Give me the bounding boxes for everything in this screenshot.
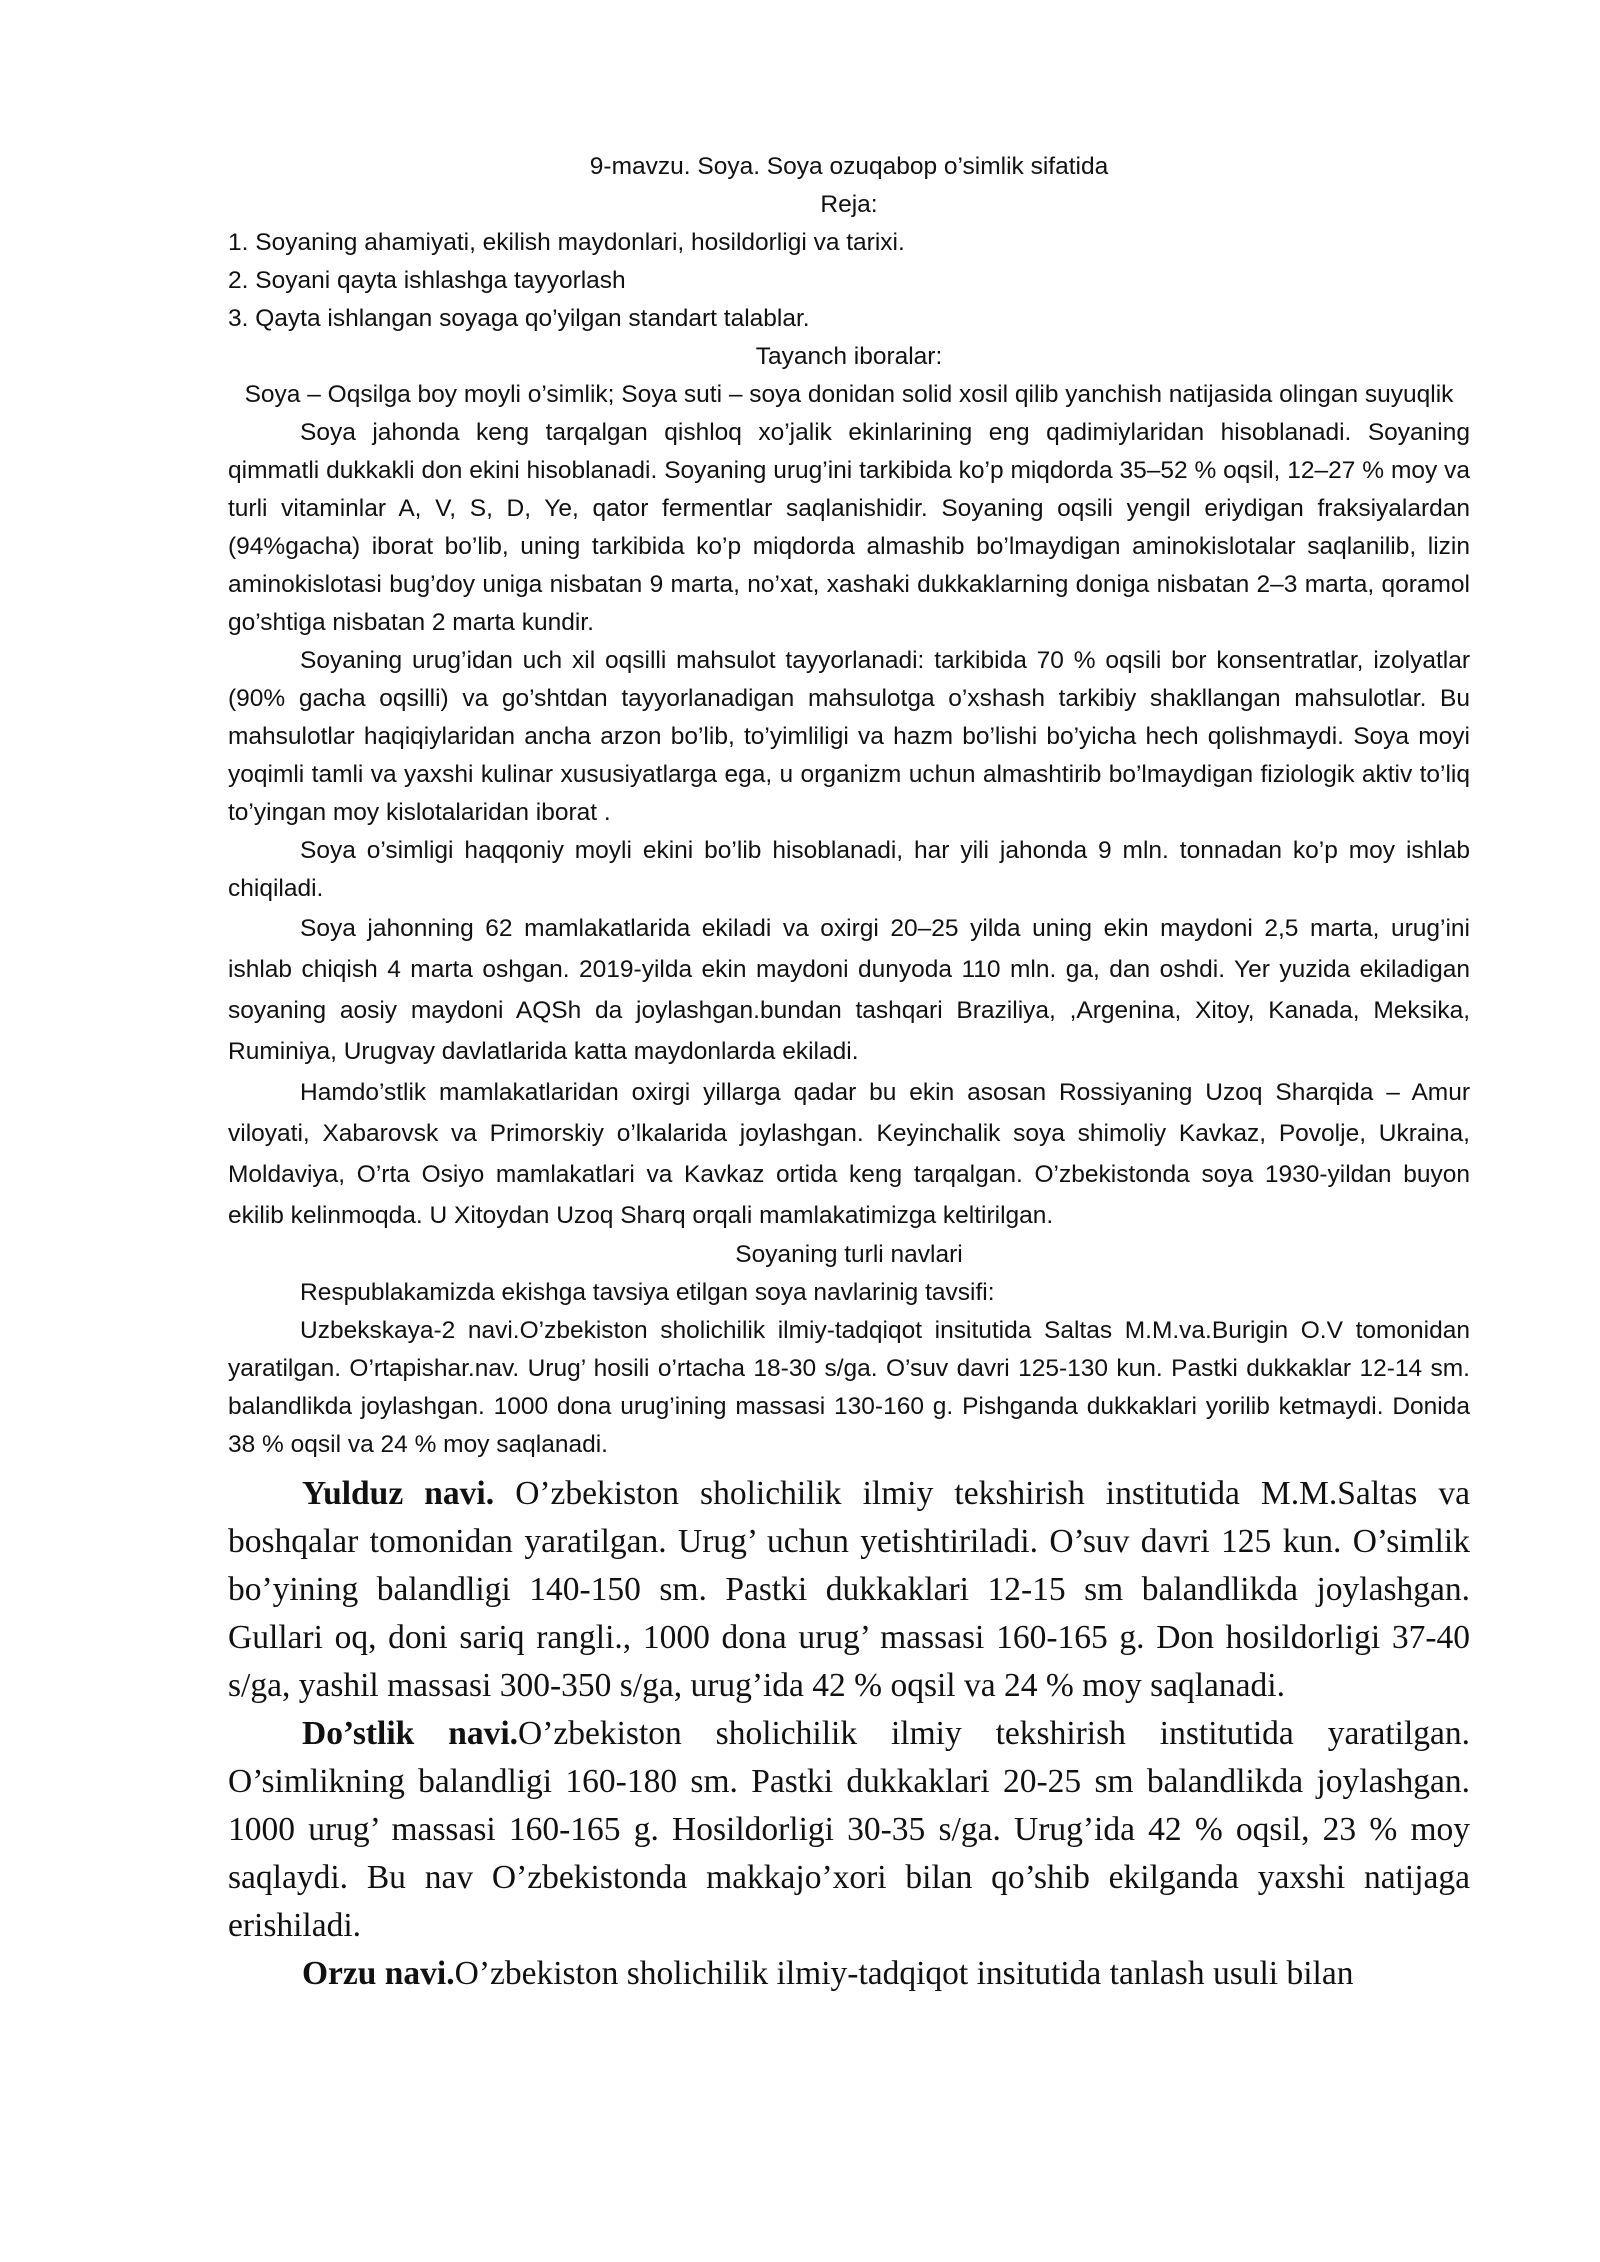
varieties-heading: Soyaning turli navlari	[735, 1241, 963, 1268]
variety-dostlik	[228, 1710, 1470, 1950]
variety-text: O’zbekiston sholichilik ilmiy tekshirish institutida yaratilgan. O’simlikning balandligi 160-180 sm. Pastki dukkaklari 20-25 sm balandlikda joylashgan. 1000 urug’ massasi 160-165 g. Hosildorligi 30-35 s/ga. Urug’ida 42 % oqsil, 23 % moy saqlaydi. Bu nav O’zbekistonda makkajo’xori bilan qo’shib ekilganda yaxshi natijaga erishiladi.	[228, 1715, 1470, 1944]
variety-orzu	[228, 1950, 1470, 1998]
document-page	[228, 148, 1470, 1998]
plan-item: 3. Qayta ishlangan soyaga qo’yilgan standart talablar.	[228, 305, 810, 332]
plan-item: 1. Soyaning ahamiyati, ekilish maydonlari, hosildorligi va tarixi.	[228, 229, 905, 256]
body-paragraph: Soya jahonning 62 mamlakatlarida ekiladi va oxirgi 20–25 yilda uning ekin maydoni 2,5 marta, urug’ini ishlab chiqish 4 marta oshgan. 2019-yilda ekin maydoni dunyoda 110 mln. ga, dan oshdi. Yer yuzida ekiladigan soyaning aosiy maydoni AQSh da joylashgan.bundan tashqari Braziliya, ,Argenina, Xitoy, Kanada, Meksika, Ruminiya, Urugvay davlatlarida katta maydonlarda ekiladi.	[228, 915, 1470, 1065]
variety-name: Orzu navi.	[302, 1955, 455, 1992]
variety-text: O’zbekiston sholichilik ilmiy tekshirish institutida M.M.Saltas va boshqalar tomonidan yaratilgan. Urug’ uchun yetishtiriladi. O’suv davri 125 kun. O’simlik bo’yining balandligi 140-150 sm. Pastki dukkaklari 12-15 sm balandlikda joylashgan. Gullari oq, doni sariq rangli., 1000 dona urug’ massasi 160-165 g. Don hosildorligi 37-40 s/ga, yashil massasi 300-350 s/ga, urug’ida 42 % oqsil va 24 % moy saqlanadi.	[228, 1475, 1470, 1704]
variety-name: Yulduz navi.	[302, 1475, 495, 1512]
keywords-heading: Tayanch iboralar:	[755, 343, 943, 370]
plan-heading: Reja:	[820, 191, 878, 218]
body-paragraph: Hamdo’stlik mamlakatlaridan oxirgi yillarga qadar bu ekin asosan Rossiyaning Uzoq Sharqida – Amur viloyati, Xabarovsk va Primorskiy o’lkalarida joylashgan. Keyinchalik soya shimoliy Kavkaz, Povolje, Ukraina, Moldaviya, O’rta Osiyo mamlakatlari va Kavkaz ortida keng tarqalgan. O’zbekistonda soya 1930-yildan buyon ekilib kelinmoqda. U Xitoydan Uzoq Sharq orqali mamlakatimizga keltirilgan.	[228, 1079, 1470, 1229]
variety-text: O’zbekiston sholichilik ilmiy-tadqiqot insitutida tanlash usuli bilan	[454, 1955, 1354, 1992]
body-paragraph: Soya o’simligi haqqoniy moyli ekini bo’lib hisoblanadi, har yili jahonda 9 mln. tonnadan ko’p moy ishlab chiqiladi.	[228, 837, 1470, 902]
variety-yulduz	[228, 1470, 1470, 1710]
keywords-text: Soya – Oqsilga boy moyli o’simlik; Soya suti – soya donidan solid xosil qilib yanchish natijasida olingan suyuqlik	[244, 381, 1454, 408]
body-paragraph: Soyaning urug’idan uch xil oqsilli mahsulot tayyorlanadi: tarkibida 70 % oqsili bor konsentratlar, izolyatlar (90% gacha oqsilli) va go’shtdan tayyorlanadigan mahsulotga o’xshash tarkibiy shakllangan mahsulotlar. Bu mahsulotlar haqiqiylaridan ancha arzon bo’lib, to’yimliligi va hazm bo’lishi bo’yicha hech qolishmaydi. Soya moyi yoqimli tamli va yaxshi kulinar xususiyatlarga ega, u organizm uchun almashtirib bo’lmaydigan fiziologik aktiv to’liq to’yingan moy kislotalaridan iborat .	[228, 647, 1470, 826]
plan-item: 2. Soyani qayta ishlashga tayyorlash	[228, 267, 626, 294]
topic-title: 9-mavzu. Soya. Soya ozuqabop o’simlik sifatida	[589, 153, 1109, 180]
variety-uzbekskaya: Uzbekskaya-2 navi.O’zbekiston sholichilik ilmiy-tadqiqot insitutida Saltas M.M.va.Burigin O.V tomonidan yaratilgan. O’rtapishar.nav. Urug’ hosili o’rtacha 18-30 s/ga. O’suv davri 125-130 kun. Pastki dukkaklar 12-14 sm. balandlikda joylashgan. 1000 dona urug’ining massasi 130-160 g. Pishganda dukkaklari yorilib ketmaydi. Donida 38 % oqsil va 24 % moy saqlanadi.	[228, 1317, 1470, 1458]
body-paragraph: Soya jahonda keng tarqalgan qishloq xo’jalik ekinlarining eng qadimiylaridan hisoblanadi. Soyaning qimmatli dukkakli don ekini hisoblanadi. Soyaning urug’ini tarkibida ko’p miqdorda 35–52 % oqsil, 12–27 % moy va turli vitaminlar A, V, S, D, Ye, qator fermentlar saqlanishidir. Soyaning oqsili yengil eriydigan fraksiyalardan (94%gacha) iborat bo’lib, uning tarkibida ko’p miqdorda almashib bo’lmaydigan aminokislotalar saqlanilib, lizin aminokislotasi bug’doy uniga nisbatan 9 marta, no’xat, xashaki dukkaklarning doniga nisbatan 2–3 marta, qoramol go’shtiga nisbatan 2 marta kundir.	[228, 419, 1470, 636]
varieties-intro: Respublakamizda ekishga tavsiya etilgan soya navlarinig tavsifi:	[300, 1279, 995, 1306]
plan-list	[228, 224, 1470, 338]
variety-name: Do’stlik navi.	[302, 1715, 519, 1752]
